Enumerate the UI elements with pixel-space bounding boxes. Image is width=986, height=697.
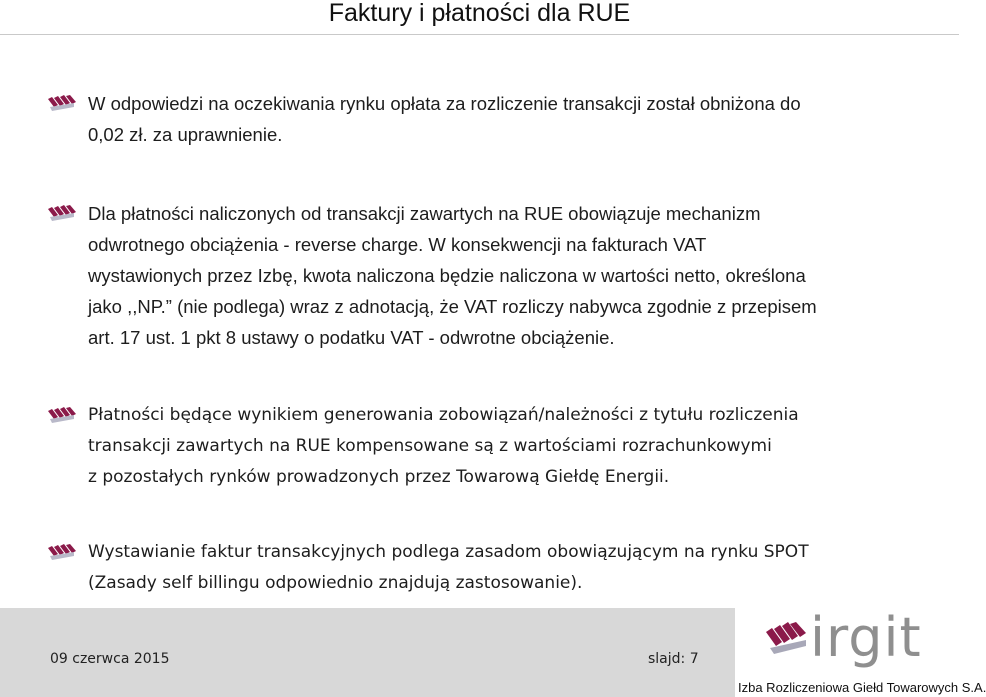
company-name: Izba Rozliczeniowa Giełd Towarowych S.A.	[738, 680, 986, 695]
striped-arrow-bullet-icon	[48, 407, 76, 425]
bullet-2-line-4: jako ,,NP.” (nie podlega) wraz z adnotacją, że VAT rozliczy nabywca zgodnie z przepisem	[88, 296, 817, 317]
striped-arrow-bullet-icon	[48, 544, 76, 562]
irgit-logo	[766, 606, 926, 674]
footer-date: 09 czerwca 2015	[50, 651, 170, 667]
bullet-2-line-5: art. 17 ust. 1 pkt 8 ustawy o podatku VAT - odwrotne obciążenie.	[88, 327, 615, 348]
bullet-4-line-1: Wystawianie faktur transakcyjnych podlega zasadom obowiązującym na rynku SPOT	[88, 542, 809, 562]
footer-slide-number: slajd: 7	[648, 651, 699, 667]
bullet-3-line-2: transakcji zawartych na RUE kompensowane są z wartościami rozrachunkowymi	[88, 436, 772, 456]
logo-wordmark: irgit	[810, 606, 922, 669]
bullet-4-line-2: (Zasady self billingu odpowiednio znajdują zastosowanie).	[88, 573, 583, 593]
bullet-1-line-2: 0,02 zł. za uprawnienie.	[88, 124, 283, 145]
bullet-2-line-2: odwrotnego obciążenia - reverse charge. W konsekwencji na fakturach VAT	[88, 234, 707, 255]
striped-arrow-bullet-icon	[48, 95, 76, 113]
bullet-3-line-1: Płatności będące wynikiem generowania zobowiązań/należności z tytułu rozliczenia	[88, 405, 799, 425]
title-divider	[0, 34, 959, 35]
bullet-1-line-1: W odpowiedzi na oczekiwania rynku opłata za rozliczenie transakcji został obniżona do	[88, 93, 801, 114]
bullet-2-line-3: wystawionych przez Izbę, kwota naliczona będzie naliczona w wartości netto, określona	[88, 265, 806, 286]
bullet-2-line-1: Dla płatności naliczonych od transakcji zawartych na RUE obowiązuje mechanizm	[88, 203, 761, 224]
slide-title: Faktury i płatności dla RUE	[328, 0, 631, 27]
logo-stripes-icon	[766, 622, 810, 662]
bullet-3-line-3: z pozostałych rynków prowadzonych przez Towarową Giełdę Energii.	[88, 467, 670, 487]
striped-arrow-bullet-icon	[48, 205, 76, 223]
